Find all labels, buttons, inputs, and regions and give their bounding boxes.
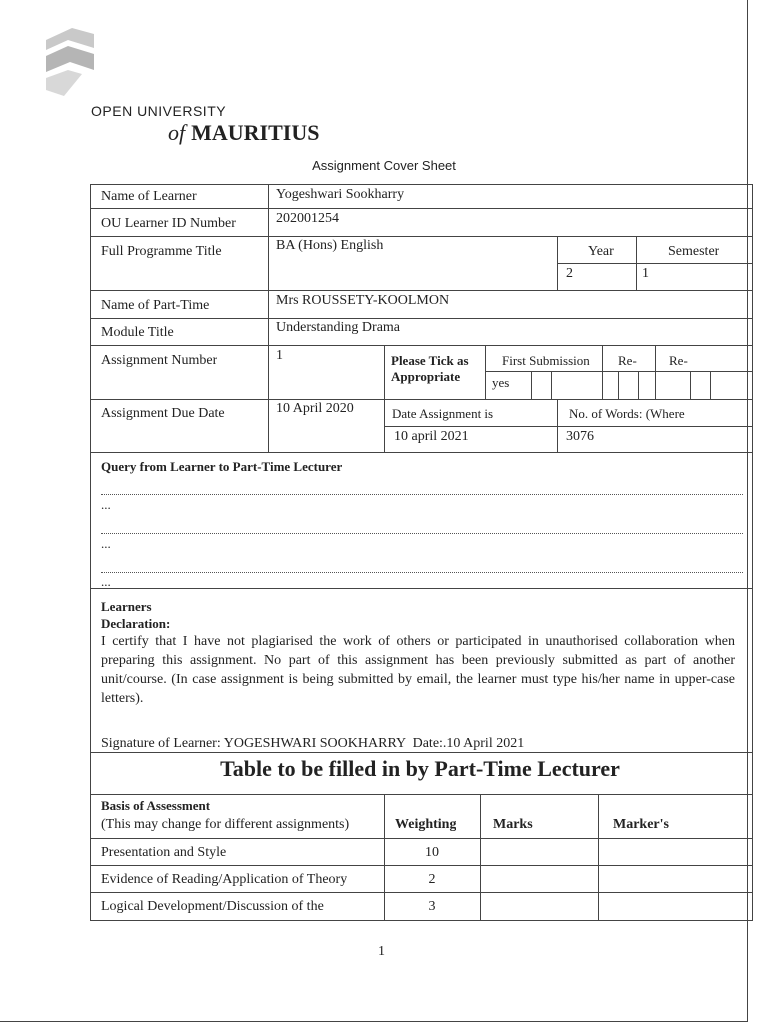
- basis-note: (This may change for different assignments): [101, 817, 350, 832]
- marker-header: Marker's: [613, 817, 669, 832]
- module-value: Understanding Drama: [276, 320, 401, 335]
- weighting-row-3: 3: [428, 899, 436, 914]
- resubmission2-label: Re-: [669, 353, 688, 368]
- signature-value: YOGESHWARI SOOKHARRY: [223, 736, 406, 751]
- learner-id-value: 202001254: [276, 211, 339, 226]
- weighting-row-2: 2: [428, 872, 436, 887]
- lecturer-value: Mrs ROUSSETY-KOOLMON: [276, 293, 450, 308]
- name-value: Yogeshwari Sookharry: [276, 187, 405, 202]
- semester-label: Semester: [668, 244, 720, 259]
- year-label: Year: [588, 244, 614, 259]
- sheet-title: Assignment Cover Sheet: [312, 158, 456, 173]
- semester-value: 1: [642, 266, 649, 281]
- learner-id-label: OU Learner ID Number: [101, 216, 236, 231]
- signature-line: Signature of Learner: YOGESHWARI SOOKHARRY Date:.10 April 2021: [101, 736, 525, 751]
- date-submitted-label: Date Assignment is: [392, 406, 494, 421]
- programme-label: Full Programme Title: [101, 244, 222, 259]
- declaration-date: Date:.10 April 2021: [412, 736, 525, 751]
- assignment-number-label: Assignment Number: [101, 353, 218, 368]
- assignment-number-value: 1: [276, 348, 283, 363]
- programme-value: BA (Hons) English: [276, 238, 384, 253]
- university-name-line1: OPEN UNIVERSITY: [91, 103, 227, 119]
- university-logo-icon: [42, 26, 98, 98]
- page-number: 1: [378, 944, 385, 959]
- resubmission1-label: Re-: [618, 353, 637, 368]
- lecturer-label: Name of Part-Time: [101, 298, 210, 313]
- name-label: Name of Learner: [101, 189, 197, 204]
- criterion-row-3: Logical Development/Discussion of the: [101, 899, 324, 914]
- due-date-label: Assignment Due Date: [101, 406, 225, 421]
- first-submission-value[interactable]: yes: [492, 375, 510, 390]
- first-submission-label: First Submission: [502, 353, 590, 368]
- year-value: 2: [566, 266, 573, 281]
- word-count-value: 3076: [566, 429, 594, 444]
- query-dots-2: ...: [101, 536, 111, 551]
- date-submitted-value: 10 april 2021: [394, 429, 469, 444]
- declaration-text: I certify that I have not plagiarised the work of others or participated in unauthorised collaboration when preparing this assignment. No part of this assignment has been previously submitted as part of another unit/course. (In case assignment is being submitted by email, the learner must type his/her name in upper-case letters).: [101, 634, 735, 706]
- query-label: Query from Learner to Part-Time Lecturer: [101, 459, 343, 474]
- marks-header: Marks: [493, 817, 533, 832]
- query-line-2: [101, 533, 743, 534]
- due-date-value: 10 April 2020: [276, 401, 354, 416]
- query-line-1: [101, 494, 743, 495]
- basis-label: Basis of Assessment: [101, 798, 211, 813]
- tick-label: Please Tick as Appropriate: [391, 353, 469, 384]
- word-count-label: No. of Words: (Where: [569, 406, 685, 421]
- module-label: Module Title: [101, 325, 174, 340]
- weighting-header: Weighting: [395, 817, 457, 832]
- weighting-row-1: 10: [425, 845, 439, 860]
- query-line-3: [101, 572, 743, 573]
- query-dots-3: ...: [101, 574, 111, 589]
- criterion-row-2: Evidence of Reading/Application of Theory: [101, 872, 348, 887]
- declaration-heading-1: Learners: [101, 599, 152, 614]
- criterion-row-1: Presentation and Style: [101, 845, 227, 860]
- declaration-heading-2: Declaration:: [101, 616, 171, 631]
- query-dots-1: ...: [101, 497, 111, 512]
- university-name-line2: of MAURITIUS: [168, 120, 320, 145]
- lecturer-table-title: Table to be filled in by Part-Time Lecturer: [220, 756, 620, 781]
